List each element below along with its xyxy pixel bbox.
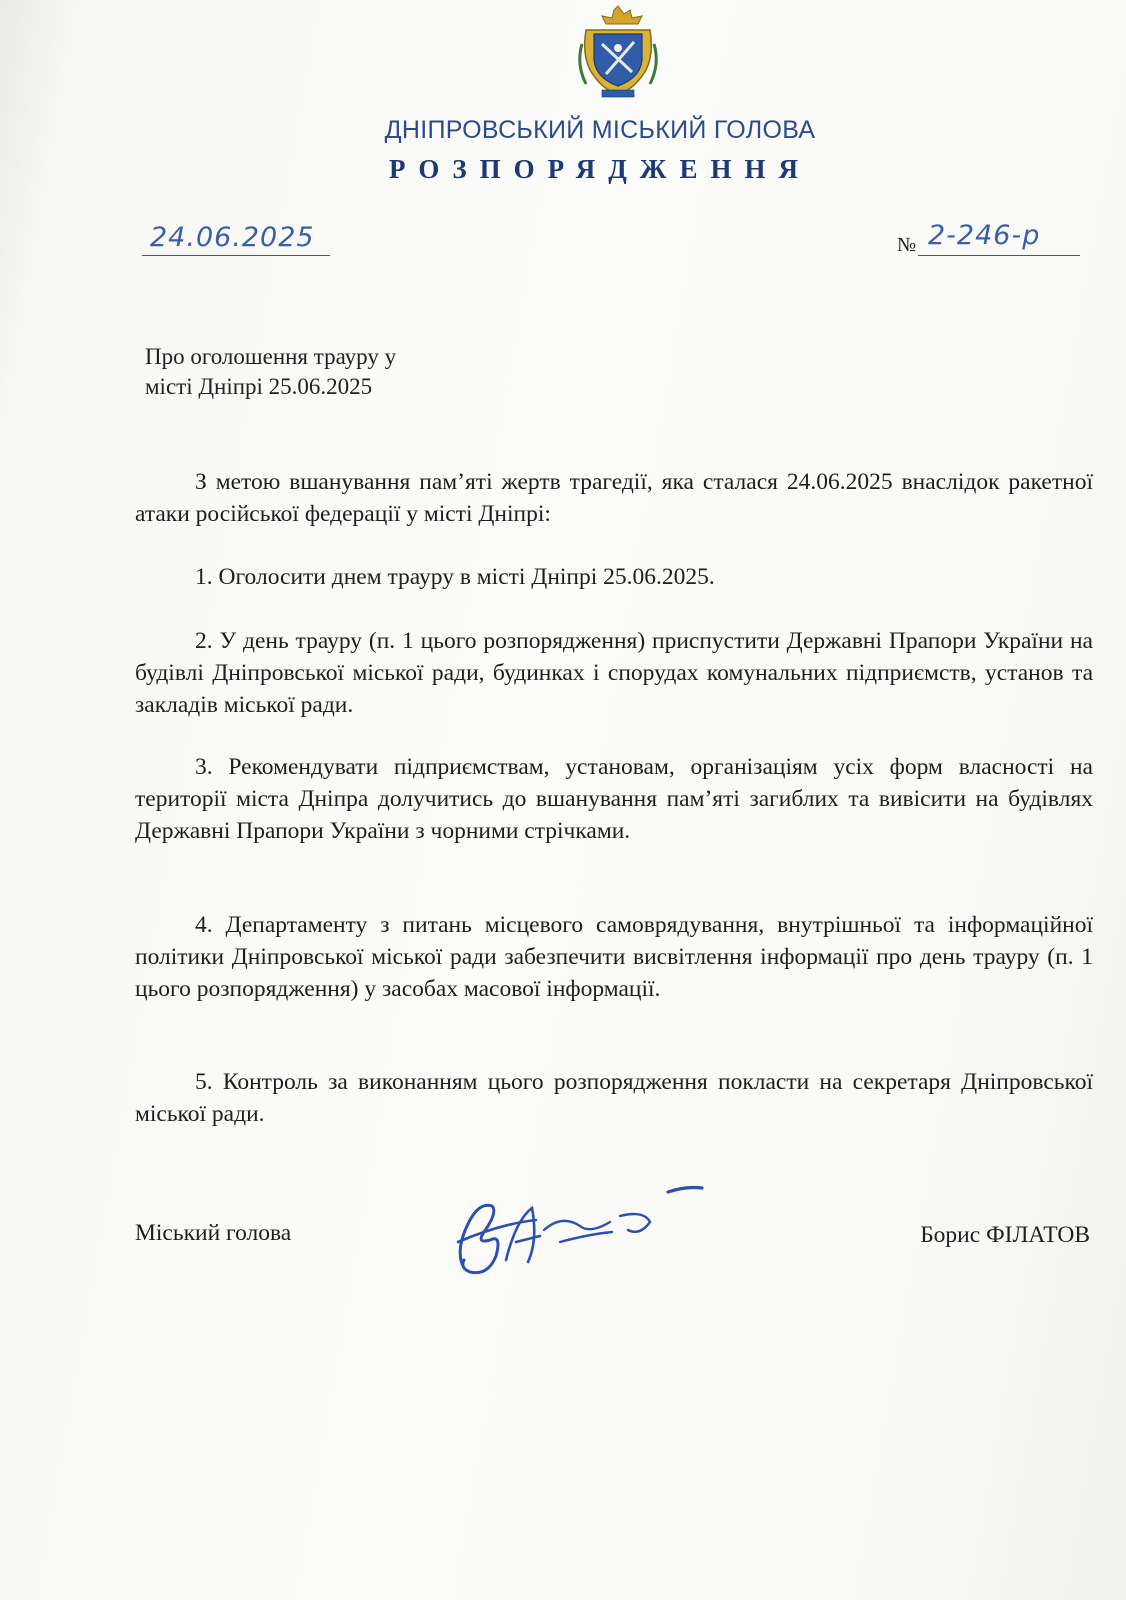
order-item-3 — [135, 751, 1093, 847]
order-item-5 — [135, 1066, 1093, 1130]
subject-line-1: Про оголошення трауру у — [145, 344, 397, 369]
number-underline — [918, 255, 1080, 256]
order-item-2 — [135, 625, 1093, 721]
handwritten-document-number: 2-246-р — [928, 220, 1041, 251]
signatory-name: Борис ФІЛАТОВ — [920, 1222, 1090, 1248]
order-item-4 — [135, 909, 1093, 1005]
order-item-1 — [135, 561, 1093, 593]
handwritten-signature — [440, 1180, 730, 1290]
order-item-3-text: 3. Рекомендувати підприємствам, установам, організаціям усіх форм власності на території міста Дніпра долучитись до вшанування пам’яті загиблих та вивісити на будівлях Державні Прапори України з чорними стрічками. — [135, 754, 1093, 844]
city-coat-of-arms-emblem — [572, 4, 664, 100]
order-item-5-text: 5. Контроль за виконанням цього розпорядження покласти на секретаря Дніпровської міської ради. — [135, 1069, 1093, 1127]
document-type-title: РОЗПОРЯДЖЕННЯ — [388, 154, 812, 184]
signatory-position: Міський голова — [135, 1220, 292, 1246]
handwritten-date: 24.06.2025 — [150, 222, 315, 253]
document-subject — [145, 342, 485, 402]
order-item-1-text: 1. Оголосити днем трауру в місті Дніпрі 25.06.2025. — [195, 564, 715, 590]
mayor-title: ДНІПРОВСЬКИЙ МІСЬКИЙ ГОЛОВА — [384, 116, 816, 144]
date-underline — [142, 255, 330, 256]
number-sign: № — [897, 234, 917, 256]
intro-text: З метою вшанування пам’яті жертв трагедії, яка сталася 24.06.2025 внаслідок ракетної атаки російської федерації у місті Дніпрі: — [135, 469, 1093, 527]
order-item-4-text: 4. Департаменту з питань місцевого самоврядування, внутрішньої та інформаційної політики Дніпровської міської ради забезпечити висвітлення інформації про день трауру (п. 1 цього розпорядження) у засобах масової інформації. — [135, 912, 1093, 1002]
intro-paragraph — [135, 466, 1093, 530]
subject-line-2: місті Дніпрі 25.06.2025 — [145, 374, 373, 399]
order-item-2-text: 2. У день трауру (п. 1 цього розпорядження) приспустити Державні Прапори України на будівлі Дніпровської міської ради, будинках і спорудах комунальних підприємств, установ та закладів міської ради. — [135, 628, 1093, 718]
